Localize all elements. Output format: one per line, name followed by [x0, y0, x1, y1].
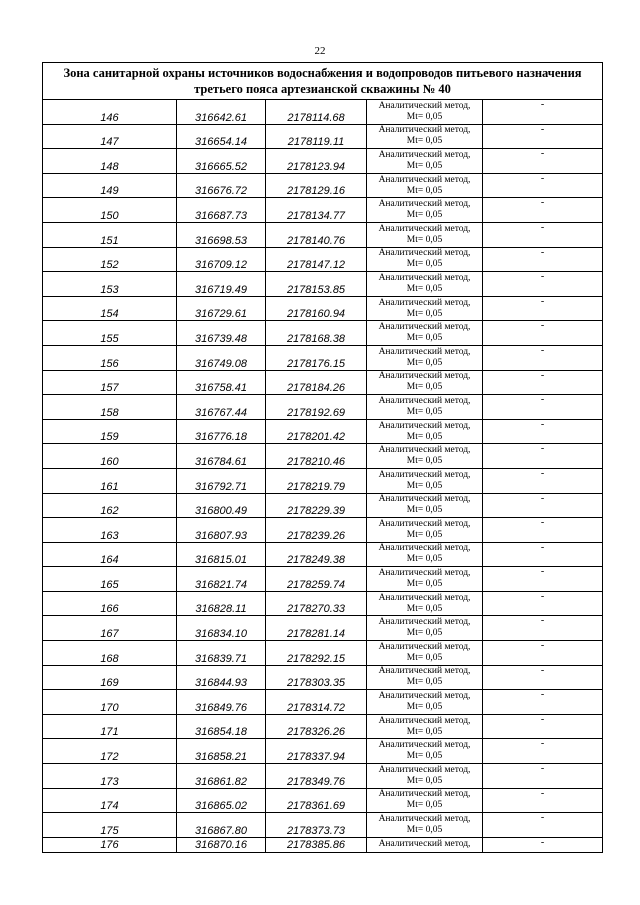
method-label: Аналитический метод,	[378, 543, 471, 554]
method-cell	[367, 100, 483, 125]
method-cell	[367, 591, 483, 616]
coordinate-y: 2178270.33	[266, 591, 367, 616]
coordinate-x: 316807.93	[177, 518, 266, 543]
method-label: Аналитический метод,	[378, 322, 471, 333]
value-cell: -	[483, 272, 603, 297]
accuracy-label: Mt= 0,05	[406, 333, 443, 344]
method-cell	[367, 764, 483, 789]
accuracy-label: Mt= 0,05	[406, 702, 443, 713]
method-label: Аналитический метод,	[378, 445, 471, 456]
accuracy-label: Mt= 0,05	[406, 677, 443, 688]
method-cell	[367, 788, 483, 813]
coordinate-y: 2178337.94	[266, 739, 367, 764]
accuracy-label: Mt= 0,05	[406, 283, 443, 294]
table-title-line-2: третьего пояса артезианской скважины № 40	[194, 82, 451, 96]
coordinate-x: 316849.76	[177, 690, 266, 715]
table-row	[43, 198, 603, 223]
point-number: 161	[43, 468, 177, 493]
table-row	[43, 542, 603, 567]
table-row	[43, 788, 603, 813]
point-number: 159	[43, 419, 177, 444]
table-row	[43, 173, 603, 198]
coordinates-table	[42, 62, 603, 853]
accuracy-label: Mt= 0,05	[406, 480, 443, 491]
table-row	[43, 345, 603, 370]
coordinate-x: 316815.01	[177, 542, 266, 567]
table-row	[43, 444, 603, 469]
point-number: 169	[43, 665, 177, 690]
table-row	[43, 518, 603, 543]
coordinate-y: 2178281.14	[266, 616, 367, 641]
coordinate-x: 316749.08	[177, 345, 266, 370]
table-row	[43, 567, 603, 592]
method-cell	[367, 321, 483, 346]
coordinate-x: 316792.71	[177, 468, 266, 493]
coordinate-y: 2178210.46	[266, 444, 367, 469]
coordinate-y: 2178134.77	[266, 198, 367, 223]
point-number: 147	[43, 124, 177, 149]
method-cell	[367, 739, 483, 764]
method-label: Аналитический метод,	[378, 494, 471, 505]
accuracy-label: Mt= 0,05	[406, 382, 443, 393]
table-row	[43, 395, 603, 420]
method-cell	[367, 222, 483, 247]
coordinate-x: 316844.93	[177, 665, 266, 690]
coordinate-x: 316687.73	[177, 198, 266, 223]
table-row	[43, 370, 603, 395]
method-cell	[367, 247, 483, 272]
coordinate-x: 316719.49	[177, 272, 266, 297]
method-cell	[367, 665, 483, 690]
table-row	[43, 272, 603, 297]
coordinate-x: 316834.10	[177, 616, 266, 641]
coordinate-x: 316861.82	[177, 764, 266, 789]
method-label: Аналитический метод,	[378, 371, 471, 382]
table-title	[43, 63, 603, 100]
coordinate-x: 316729.61	[177, 296, 266, 321]
method-cell	[367, 419, 483, 444]
method-cell	[367, 124, 483, 149]
method-label: Аналитический метод,	[378, 297, 471, 308]
value-cell: -	[483, 567, 603, 592]
coordinate-y: 2178147.12	[266, 247, 367, 272]
table-row	[43, 591, 603, 616]
method-label: Аналитический метод,	[378, 100, 471, 111]
coordinate-x: 316698.53	[177, 222, 266, 247]
method-cell	[367, 493, 483, 518]
method-label: Аналитический метод,	[378, 839, 471, 850]
method-cell	[367, 198, 483, 223]
coordinate-x: 316784.61	[177, 444, 266, 469]
value-cell: -	[483, 100, 603, 125]
point-number: 160	[43, 444, 177, 469]
table-row	[43, 714, 603, 739]
point-number: 149	[43, 173, 177, 198]
table-title-row	[43, 63, 603, 100]
coordinate-x: 316776.18	[177, 419, 266, 444]
coordinate-x: 316870.16	[177, 837, 266, 852]
point-number: 168	[43, 641, 177, 666]
value-cell: -	[483, 198, 603, 223]
table-row	[43, 100, 603, 125]
method-cell	[367, 616, 483, 641]
value-cell: -	[483, 788, 603, 813]
accuracy-label: Mt= 0,05	[406, 185, 443, 196]
coordinate-y: 2178314.72	[266, 690, 367, 715]
accuracy-label: Mt= 0,05	[406, 111, 443, 122]
table-row	[43, 419, 603, 444]
method-cell	[367, 345, 483, 370]
method-label: Аналитический метод,	[378, 740, 471, 751]
value-cell: -	[483, 837, 603, 852]
coordinate-x: 316867.80	[177, 813, 266, 838]
coordinate-x: 316767.44	[177, 395, 266, 420]
accuracy-label: Mt= 0,05	[406, 136, 443, 147]
table-row	[43, 616, 603, 641]
value-cell: -	[483, 690, 603, 715]
coordinate-x: 316839.71	[177, 641, 266, 666]
coordinate-x: 316676.72	[177, 173, 266, 198]
method-cell	[367, 149, 483, 174]
method-cell	[367, 468, 483, 493]
coordinate-y: 2178239.26	[266, 518, 367, 543]
accuracy-label: Mt= 0,05	[406, 554, 443, 565]
coordinate-y: 2178129.16	[266, 173, 367, 198]
coordinate-x: 316739.48	[177, 321, 266, 346]
value-cell: -	[483, 321, 603, 346]
coordinate-y: 2178229.39	[266, 493, 367, 518]
method-label: Аналитический метод,	[378, 223, 471, 234]
accuracy-label: Mt= 0,05	[406, 308, 443, 319]
coordinate-x: 316865.02	[177, 788, 266, 813]
table-row	[43, 665, 603, 690]
method-label: Аналитический метод,	[378, 666, 471, 677]
accuracy-label: Mt= 0,05	[406, 579, 443, 590]
method-label: Аналитический метод,	[378, 691, 471, 702]
accuracy-label: Mt= 0,05	[406, 357, 443, 368]
table-row	[43, 837, 603, 852]
value-cell: -	[483, 764, 603, 789]
method-label: Аналитический метод,	[378, 518, 471, 529]
coordinate-x: 316665.52	[177, 149, 266, 174]
method-cell	[367, 444, 483, 469]
method-label: Аналитический метод,	[378, 174, 471, 185]
coordinate-y: 2178292.15	[266, 641, 367, 666]
coordinate-y: 2178140.76	[266, 222, 367, 247]
table-row	[43, 813, 603, 838]
method-cell	[367, 813, 483, 838]
method-label: Аналитический метод,	[378, 592, 471, 603]
coordinate-y: 2178373.73	[266, 813, 367, 838]
method-label: Аналитический метод,	[378, 617, 471, 628]
coordinate-y: 2178176.15	[266, 345, 367, 370]
coordinate-y: 2178303.35	[266, 665, 367, 690]
point-number: 166	[43, 591, 177, 616]
point-number: 146	[43, 100, 177, 125]
accuracy-label: Mt= 0,05	[406, 751, 443, 762]
coordinate-x: 316821.74	[177, 567, 266, 592]
coordinate-y: 2178119.11	[266, 124, 367, 149]
accuracy-label: Mt= 0,05	[406, 406, 443, 417]
method-cell	[367, 837, 483, 852]
method-label: Аналитический метод,	[378, 248, 471, 259]
value-cell: -	[483, 247, 603, 272]
coordinate-y: 2178349.76	[266, 764, 367, 789]
coordinate-x: 316654.14	[177, 124, 266, 149]
value-cell: -	[483, 124, 603, 149]
value-cell: -	[483, 395, 603, 420]
table-row	[43, 149, 603, 174]
table-row	[43, 247, 603, 272]
method-cell	[367, 296, 483, 321]
value-cell: -	[483, 542, 603, 567]
coordinate-y: 2178326.26	[266, 714, 367, 739]
point-number: 164	[43, 542, 177, 567]
method-cell	[367, 518, 483, 543]
value-cell: -	[483, 518, 603, 543]
table-row	[43, 493, 603, 518]
value-cell: -	[483, 468, 603, 493]
value-cell: -	[483, 739, 603, 764]
method-label: Аналитический метод,	[378, 789, 471, 800]
value-cell: -	[483, 222, 603, 247]
method-cell	[367, 714, 483, 739]
table-row	[43, 764, 603, 789]
value-cell: -	[483, 665, 603, 690]
method-cell	[367, 272, 483, 297]
method-cell	[367, 395, 483, 420]
coordinate-y: 2178361.69	[266, 788, 367, 813]
table-row	[43, 690, 603, 715]
coordinate-x: 316858.21	[177, 739, 266, 764]
point-number: 152	[43, 247, 177, 272]
point-number: 156	[43, 345, 177, 370]
value-cell: -	[483, 370, 603, 395]
coordinate-y: 2178249.38	[266, 542, 367, 567]
coordinate-y: 2178114.68	[266, 100, 367, 125]
table-row	[43, 468, 603, 493]
coordinate-x: 316828.11	[177, 591, 266, 616]
coordinate-x: 316709.12	[177, 247, 266, 272]
coordinate-y: 2178160.94	[266, 296, 367, 321]
point-number: 176	[43, 837, 177, 852]
value-cell: -	[483, 149, 603, 174]
point-number: 171	[43, 714, 177, 739]
accuracy-label: Mt= 0,05	[406, 431, 443, 442]
method-cell	[367, 173, 483, 198]
point-number: 154	[43, 296, 177, 321]
method-label: Аналитический метод,	[378, 814, 471, 825]
coordinate-x: 316854.18	[177, 714, 266, 739]
method-label: Аналитический метод,	[378, 199, 471, 210]
method-label: Аналитический метод,	[378, 568, 471, 579]
value-cell: -	[483, 714, 603, 739]
coordinate-y: 2178184.26	[266, 370, 367, 395]
value-cell: -	[483, 345, 603, 370]
point-number: 150	[43, 198, 177, 223]
table-row	[43, 641, 603, 666]
method-label: Аналитический метод,	[378, 395, 471, 406]
table-body	[43, 100, 603, 853]
table-row	[43, 124, 603, 149]
point-number: 167	[43, 616, 177, 641]
method-label: Аналитический метод,	[378, 764, 471, 775]
accuracy-label: Mt= 0,05	[406, 775, 443, 786]
point-number: 175	[43, 813, 177, 838]
accuracy-label: Mt= 0,05	[406, 234, 443, 245]
point-number: 148	[43, 149, 177, 174]
coordinate-x: 316642.61	[177, 100, 266, 125]
point-number: 173	[43, 764, 177, 789]
accuracy-label: Mt= 0,05	[406, 603, 443, 614]
accuracy-label: Mt= 0,05	[406, 825, 443, 836]
value-cell: -	[483, 173, 603, 198]
method-label: Аналитический метод,	[378, 641, 471, 652]
point-number: 153	[43, 272, 177, 297]
coordinate-y: 2178259.74	[266, 567, 367, 592]
method-cell	[367, 370, 483, 395]
method-label: Аналитический метод,	[378, 469, 471, 480]
method-label: Аналитический метод,	[378, 346, 471, 357]
point-number: 162	[43, 493, 177, 518]
table-row	[43, 222, 603, 247]
coordinate-y: 2178385.86	[266, 837, 367, 852]
coordinate-y: 2178153.85	[266, 272, 367, 297]
point-number: 158	[43, 395, 177, 420]
point-number: 174	[43, 788, 177, 813]
method-cell	[367, 542, 483, 567]
point-number: 165	[43, 567, 177, 592]
coordinate-y: 2178168.38	[266, 321, 367, 346]
method-label: Аналитический метод,	[378, 149, 471, 160]
table-row	[43, 296, 603, 321]
accuracy-label: Mt= 0,05	[406, 800, 443, 811]
point-number: 155	[43, 321, 177, 346]
value-cell: -	[483, 493, 603, 518]
coordinate-y: 2178123.94	[266, 149, 367, 174]
coordinate-y: 2178192.69	[266, 395, 367, 420]
point-number: 151	[43, 222, 177, 247]
accuracy-label: Mt= 0,05	[406, 726, 443, 737]
accuracy-label: Mt= 0,05	[406, 652, 443, 663]
method-label: Аналитический метод,	[378, 125, 471, 136]
value-cell: -	[483, 641, 603, 666]
accuracy-label: Mt= 0,05	[406, 456, 443, 467]
method-cell	[367, 641, 483, 666]
page-number: 22	[314, 45, 326, 57]
value-cell: -	[483, 813, 603, 838]
accuracy-label: Mt= 0,05	[406, 160, 443, 171]
table-row	[43, 739, 603, 764]
coordinate-x: 316758.41	[177, 370, 266, 395]
coordinate-y: 2178219.79	[266, 468, 367, 493]
point-number: 172	[43, 739, 177, 764]
method-cell	[367, 567, 483, 592]
value-cell: -	[483, 591, 603, 616]
accuracy-label: Mt= 0,05	[406, 529, 443, 540]
point-number: 157	[43, 370, 177, 395]
table-row	[43, 321, 603, 346]
method-label: Аналитический метод,	[378, 272, 471, 283]
accuracy-label: Mt= 0,05	[406, 505, 443, 516]
accuracy-label: Mt= 0,05	[406, 628, 443, 639]
accuracy-label: Mt= 0,05	[406, 259, 443, 270]
method-label: Аналитический метод,	[378, 420, 471, 431]
accuracy-label: Mt= 0,05	[406, 210, 443, 221]
value-cell: -	[483, 616, 603, 641]
coordinate-x: 316800.49	[177, 493, 266, 518]
value-cell: -	[483, 296, 603, 321]
coordinate-y: 2178201.42	[266, 419, 367, 444]
method-label: Аналитический метод,	[378, 715, 471, 726]
point-number: 163	[43, 518, 177, 543]
point-number: 170	[43, 690, 177, 715]
table-title-line-1: Зона санитарной охраны источников водоснабжения и водопроводов питьевого назначения	[63, 66, 582, 80]
value-cell: -	[483, 444, 603, 469]
value-cell: -	[483, 419, 603, 444]
method-cell	[367, 690, 483, 715]
